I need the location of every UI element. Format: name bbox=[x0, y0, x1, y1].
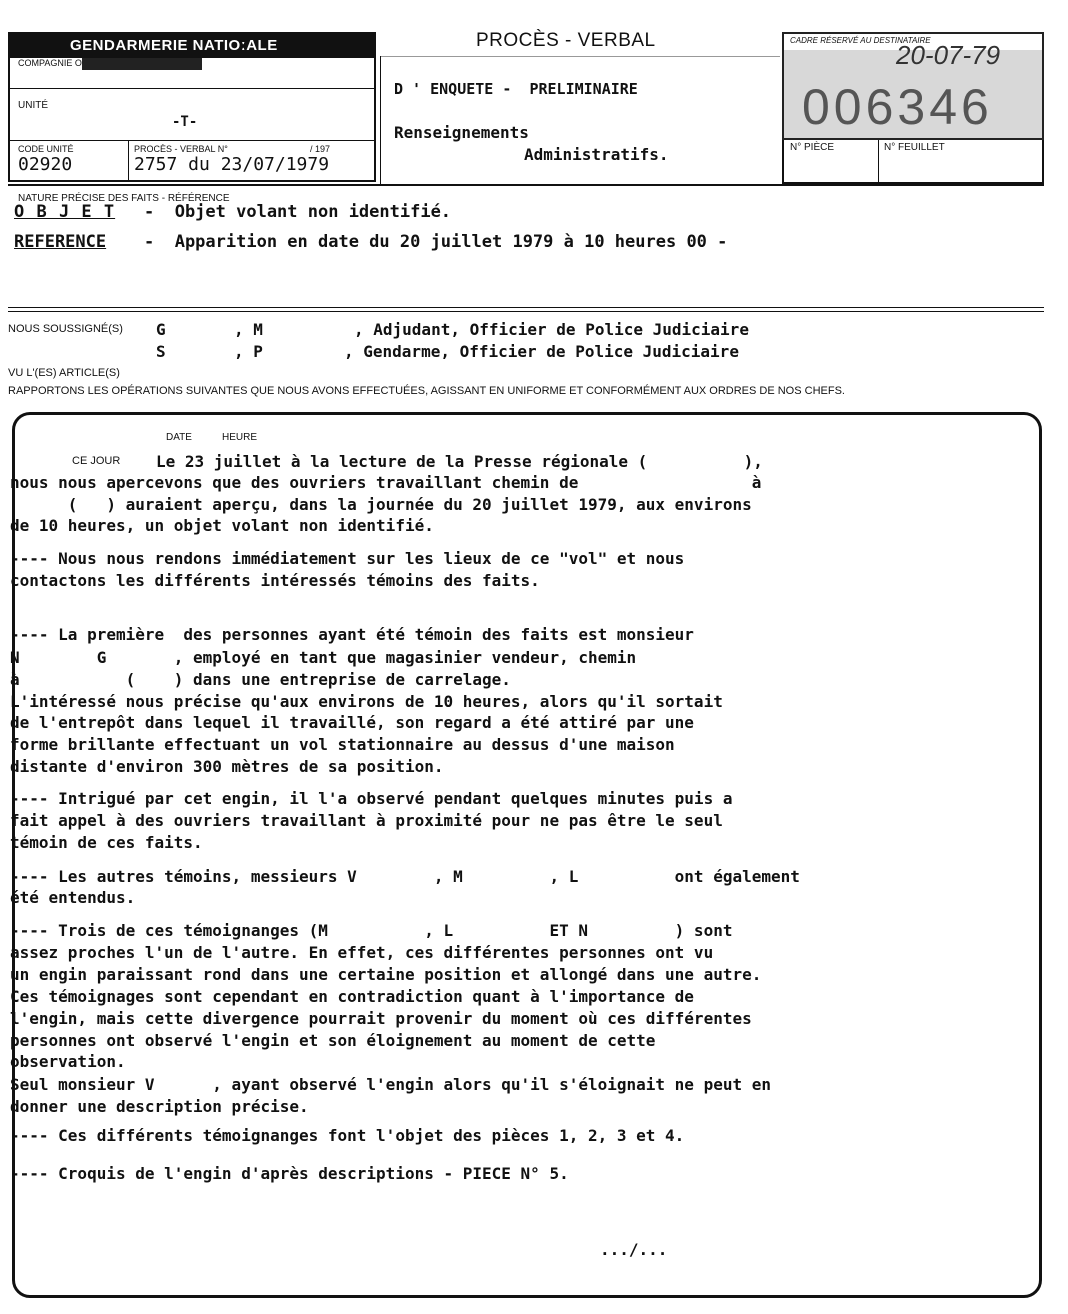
objet-value: - Objet volant non identifié. bbox=[144, 202, 452, 222]
body-line: ---- Trois de ces témoignanges (M , L ET N ) sont bbox=[10, 921, 733, 940]
officer1-initial: G bbox=[156, 320, 166, 339]
body-line: Le 23 juillet à la lecture de la Presse régionale ( ), bbox=[156, 452, 763, 471]
unit-box bbox=[8, 32, 376, 182]
body-line: personnes ont observé l'engin et son éloignement au moment de cette bbox=[10, 1031, 656, 1050]
body-line: N G , employé en tant que magasinier vendeur, chemin bbox=[10, 648, 637, 667]
body-line: ---- Intrigué par cet engin, il l'a observé pendant quelques minutes puis a bbox=[10, 789, 733, 808]
reference-key: REFERENCE bbox=[14, 232, 107, 252]
body-line: L'intéressé nous précise qu'aux environs de 10 heures, alors qu'il sortait bbox=[10, 692, 723, 711]
pv-number-value: 2757 du 23/07/1979 bbox=[134, 154, 330, 175]
body-line: donner une description précise. bbox=[10, 1097, 309, 1116]
renseignements-line1: Renseignements bbox=[394, 123, 529, 142]
pv-number-label: PROCÈS - VERBAL N° bbox=[134, 144, 228, 154]
body-line: témoin de ces faits. bbox=[10, 833, 203, 852]
body-line: à ( ) dans une entreprise de carrelage. bbox=[10, 670, 511, 689]
continuation-mark: .../... bbox=[600, 1240, 668, 1259]
nature-label: NATURE PRÉCISE DES FAITS - RÉFÉRENCE bbox=[18, 193, 230, 204]
soussignes-label: NOUS SOUSSIGNÉ(S) bbox=[8, 323, 123, 335]
recipient-stamp-box bbox=[782, 32, 1044, 140]
ce-jour-label: CE JOUR bbox=[72, 455, 121, 467]
pieces-box bbox=[782, 140, 1044, 184]
code-unite-label: CODE UNITÉ bbox=[18, 144, 74, 154]
objet-key: O B J E T bbox=[14, 202, 116, 222]
compagnie-label: COMPAGNIE O bbox=[18, 58, 82, 68]
heure-label: HEURE bbox=[222, 432, 258, 443]
renseignements-line2: Administratifs. bbox=[524, 145, 669, 164]
body-line: de 10 heures, un objet volant non identifié. bbox=[10, 516, 434, 535]
date-label: DATE bbox=[166, 432, 192, 443]
body-line: nous nous apercevons que des ouvriers travaillant chemin de à bbox=[10, 473, 762, 492]
body-line: ( ) auraient aperçu, dans la journée du 20 juillet 1979, aux environs bbox=[10, 495, 752, 514]
body-line: de l'entrepôt dans lequel il travaillé, son regard a été attiré par une bbox=[10, 713, 694, 732]
officer1-role: , Adjudant, Officier de Police Judiciaire bbox=[354, 320, 749, 339]
body-line: ---- La première des personnes ayant été témoin des faits est monsieur bbox=[10, 625, 694, 644]
cadre-label: CADRE RÉSERVÉ AU DESTINATAIRE bbox=[790, 36, 931, 45]
pv-year-hint: / 197 bbox=[310, 144, 331, 154]
enquete-type: D ' ENQUETE - PRELIMINAIRE bbox=[394, 80, 638, 98]
body-line: ---- Ces différents témoignanges font l'objet des pièces 1, 2, 3 et 4. bbox=[10, 1126, 685, 1145]
body-line: été entendus. bbox=[10, 888, 136, 907]
body-line: assez proches l'un de l'autre. En effet, ces différentes personnes ont vu bbox=[10, 943, 714, 962]
body-line: l'engin, mais cette divergence pourrait provenir du moment où ces différentes bbox=[10, 1009, 752, 1028]
officer2-first: , P bbox=[234, 342, 263, 361]
feuillet-label: N° FEUILLET bbox=[884, 142, 945, 153]
vu-articles-label: VU L'(ES) ARTICLE(S) bbox=[8, 367, 120, 379]
redaction-mark bbox=[82, 58, 202, 70]
body-line: ---- Croquis de l'engin d'après descriptions - PIECE N° 5. bbox=[10, 1164, 569, 1183]
body-line: observation. bbox=[10, 1052, 126, 1071]
officer1-first: , M bbox=[234, 320, 263, 339]
code-unite-value: 02920 bbox=[18, 154, 73, 175]
unite-value: -T- bbox=[172, 114, 198, 130]
stamp-number: 006346 bbox=[802, 79, 993, 135]
body-line: un engin paraissant rond dans une certaine position et allongé dans une autre. bbox=[10, 965, 762, 984]
officer2-initial: S bbox=[156, 342, 166, 361]
piece-label: N° PIÈCE bbox=[790, 142, 835, 153]
body-line: fait appel à des ouvriers travaillant à proximité pour ne pas être le seul bbox=[10, 811, 723, 830]
body-line: contactons les différents intéressés témoins des faits. bbox=[10, 571, 540, 590]
reference-value: - Apparition en date du 20 juillet 1979 à 10 heures 00 - bbox=[144, 232, 728, 252]
body-line: ---- Les autres témoins, messieurs V , M , L ont également bbox=[10, 867, 800, 886]
unit-banner: GENDARMERIE NATIOːALE bbox=[10, 34, 374, 58]
officer2-role: , Gendarme, Officier de Police Judiciaire bbox=[344, 342, 739, 361]
body-line: Ces témoignages sont cependant en contradiction quant à l'importance de bbox=[10, 987, 694, 1006]
document-title: PROCÈS - VERBAL bbox=[476, 30, 656, 51]
rapportons-label: RAPPORTONS LES OPÉRATIONS SUIVANTES QUE NOUS AVONS EFFECTUÉES, AGISSANT EN UNIFORME ET CONFORMÉMENT AUX ORDRES DE NOS CHEFS. bbox=[8, 385, 845, 397]
unite-label: UNITÉ bbox=[18, 100, 48, 111]
body-line: Seul monsieur V , ayant observé l'engin alors qu'il s'éloignait ne peut en bbox=[10, 1075, 771, 1094]
body-line: ---- Nous nous rendons immédiatement sur les lieux de ce "vol" et nous bbox=[10, 549, 685, 568]
body-line: forme brillante effectuant un vol stationnaire au dessus d'une maison bbox=[10, 735, 675, 754]
stamp-handwritten-date: 20-07-79 bbox=[896, 40, 1001, 70]
body-line: distante d'environ 300 mètres de sa position. bbox=[10, 757, 444, 776]
